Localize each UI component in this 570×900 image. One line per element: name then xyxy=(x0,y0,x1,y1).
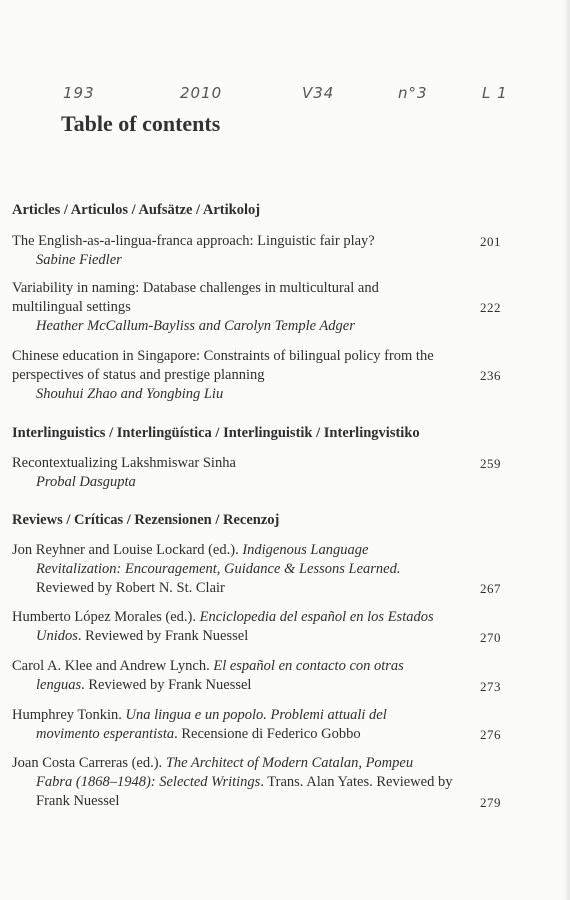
entry-author: Probal Dasgupta xyxy=(36,474,136,490)
toc-entry xyxy=(12,454,472,492)
entry-reviewer-cont: Frank Nuessel xyxy=(36,793,120,809)
entry-work-title: The Architect of Modern Catalan, Pompeu xyxy=(165,755,414,771)
entry-page-number: 279 xyxy=(480,795,501,810)
entry-page-number: 201 xyxy=(480,234,501,249)
toc-entry xyxy=(12,754,472,811)
entry-work-title-cont: Unidos xyxy=(36,628,78,644)
handwritten-note-3: V34 xyxy=(302,84,335,102)
page-edge-shadow xyxy=(564,0,570,900)
entry-author: Heather McCallum-Bayliss and Carolyn Temple Adger xyxy=(36,318,355,334)
toc-entry xyxy=(12,706,472,744)
entry-title: Variability in naming: Database challenges in multicultural and xyxy=(12,280,379,296)
toc-entry xyxy=(12,347,472,404)
entry-work-title: Enciclopedia del español en los Estados xyxy=(199,609,434,625)
entry-work-title-cont: movimento esperantista xyxy=(36,726,175,742)
toc-entry xyxy=(12,279,472,336)
handwritten-note-5: L 1 xyxy=(482,84,508,102)
handwritten-note-4: n°3 xyxy=(398,84,428,102)
entry-text: Carol A. Klee and Andrew Lynch. xyxy=(12,658,214,674)
entry-text: Joan Costa Carreras (ed.). xyxy=(12,755,166,771)
entry-title-cont: perspectives of status and prestige planning xyxy=(12,367,265,383)
entry-page-number: 267 xyxy=(480,581,501,596)
entry-title: Recontextualizing Lakshmiswar Sinha xyxy=(12,455,236,471)
entry-title-cont: multilingual settings xyxy=(12,299,131,315)
section-heading-interlinguistics: Interlinguistics / Interlingüística / Interlinguistik / Interlingvistiko xyxy=(12,425,420,441)
entry-text: Humberto López Morales (ed.). xyxy=(12,609,200,625)
entry-work-title: Indigenous Language xyxy=(242,542,369,558)
entry-text: Humphrey Tonkin. xyxy=(12,707,126,723)
handwritten-note-2: 2010 xyxy=(180,84,223,102)
entry-text: Jon Reyhner and Louise Lockard (ed.). xyxy=(12,542,243,558)
page-title: Table of contents xyxy=(61,111,221,136)
entry-work-title-cont: lenguas xyxy=(36,677,82,693)
entry-reviewer: . Reviewed by Frank Nuessel xyxy=(81,677,252,693)
entry-title: The English-as-a-lingua-franca approach: Linguistic fair play? xyxy=(12,233,375,249)
entry-page-number: 276 xyxy=(480,727,501,742)
entry-page-number: 259 xyxy=(480,456,501,471)
toc-entry xyxy=(12,541,472,598)
entry-page-number: 273 xyxy=(480,679,501,694)
entry-work-title: Una lingua e un popolo. Problemi attuali del xyxy=(125,707,387,723)
handwritten-note-1: 193 xyxy=(63,84,95,102)
toc-entry xyxy=(12,232,472,270)
entry-page-number: 270 xyxy=(480,630,501,645)
entry-reviewer: . Trans. Alan Yates. Reviewed by xyxy=(260,774,453,790)
entry-author: Shouhui Zhao and Yongbing Liu xyxy=(36,386,224,402)
entry-work-title-cont: Revitalization: Encouragement, Guidance & Lessons Learned. xyxy=(36,561,401,577)
section-heading-articles: Articles / Articulos / Aufsätze / Artikoloj xyxy=(12,202,261,218)
entry-reviewer: Reviewed by Robert N. St. Clair xyxy=(36,580,225,596)
entry-work-title-cont: Fabra (1868–1948): Selected Writings xyxy=(36,774,261,790)
entry-page-number: 222 xyxy=(480,300,501,315)
entry-author: Sabine Fiedler xyxy=(36,252,122,268)
entry-reviewer: . Reviewed by Frank Nuessel xyxy=(77,628,249,644)
section-heading-reviews: Reviews / Críticas / Rezensionen / Recenzoj xyxy=(12,512,280,528)
toc-entry xyxy=(12,657,472,695)
entry-title: Chinese education in Singapore: Constraints of bilingual policy from the xyxy=(12,348,434,364)
entry-work-title: El español en contacto con otras xyxy=(213,658,404,674)
entry-reviewer: . Recensione di Federico Gobbo xyxy=(174,726,361,742)
entry-page-number: 236 xyxy=(480,368,501,383)
toc-entry xyxy=(12,608,472,646)
